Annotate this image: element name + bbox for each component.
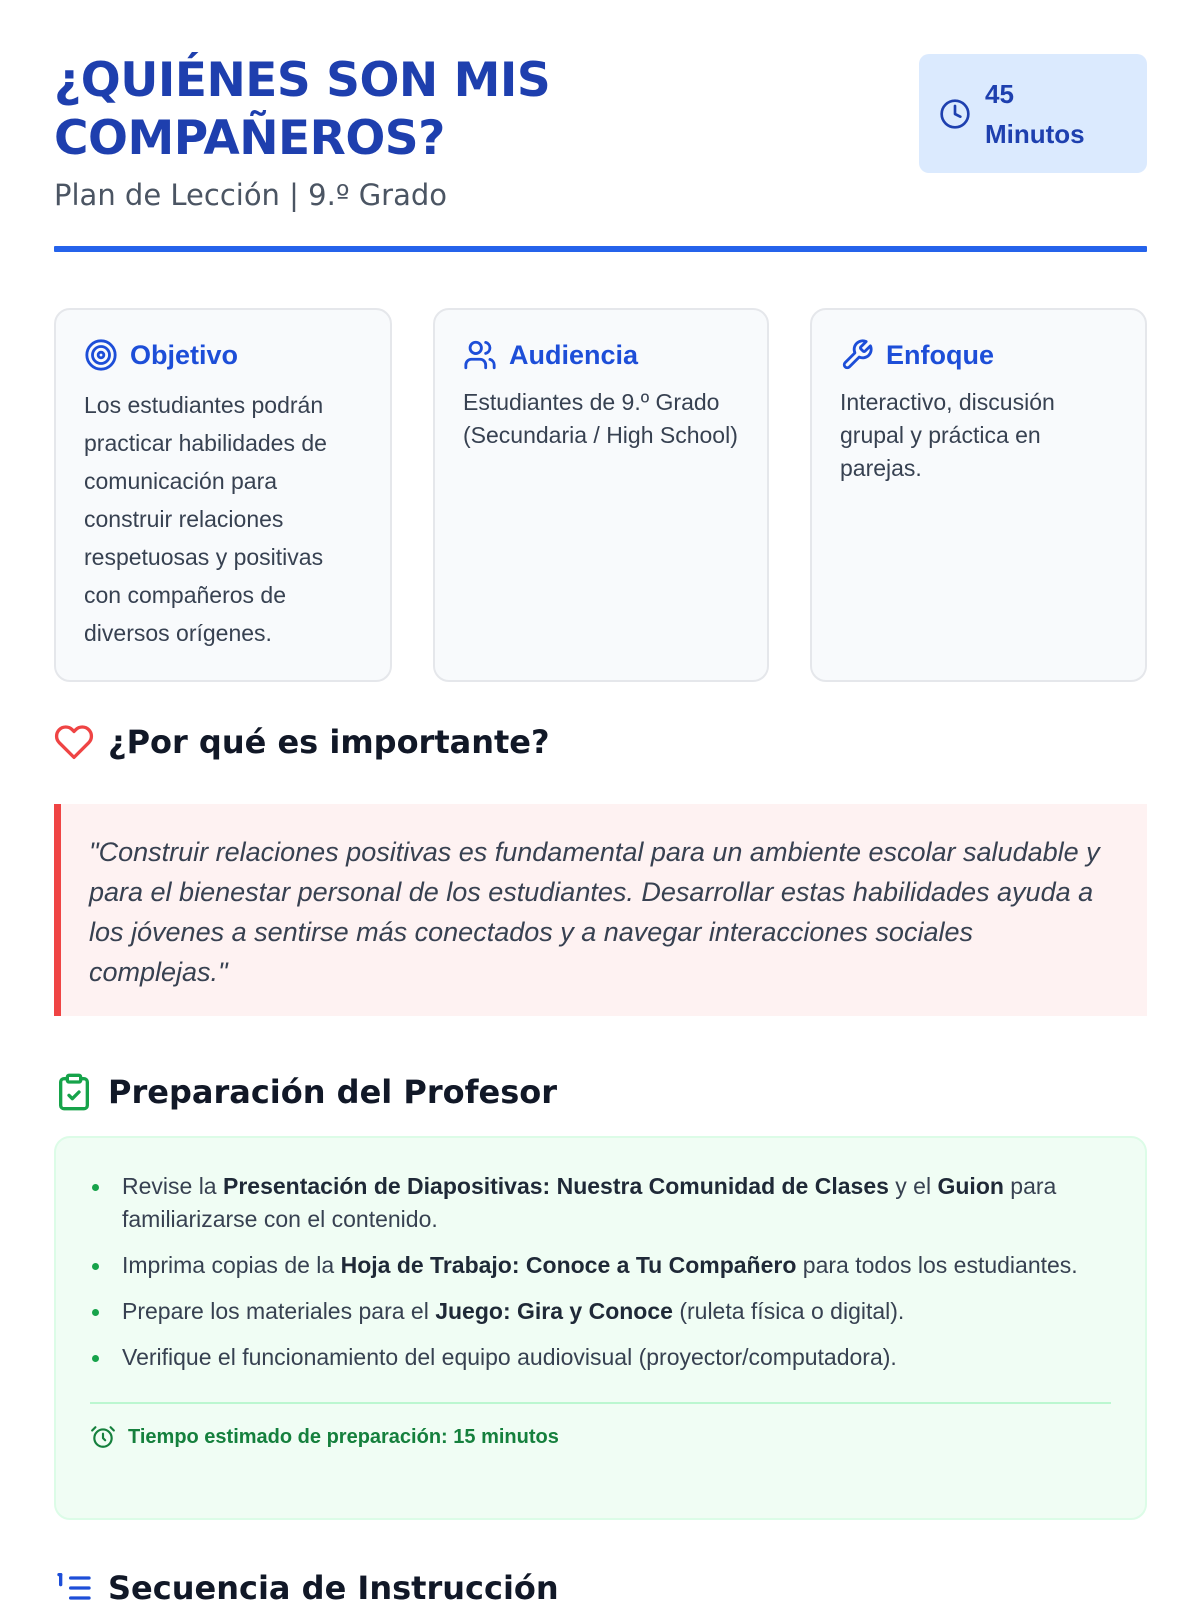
prep-divider [90, 1402, 1111, 1404]
prep-box [54, 1136, 1147, 1520]
card-text: Interactivo, discusión grupal y práctica en parejas. [840, 389, 1055, 481]
numbered-list-icon [54, 1568, 94, 1608]
card-title: Enfoque [886, 339, 994, 370]
prep-time-text: Tiempo estimado de preparación: 15 minutos [128, 1425, 559, 1448]
section-title: ¿Por qué es importante? [108, 723, 550, 761]
page-title: ¿QUIÉNES SON MIS COMPAÑEROS? [54, 53, 551, 166]
header-divider [54, 246, 1147, 252]
prep-time-note [90, 1424, 1111, 1450]
alarm-clock-icon [90, 1424, 116, 1450]
heart-icon [54, 722, 94, 762]
page-subtitle: Plan de Lección | 9.º Grado [54, 178, 448, 212]
duration-unit: Minutos [985, 118, 1085, 149]
importance-quote [54, 804, 1147, 1016]
section-title: Preparación del Profesor [108, 1073, 558, 1111]
prep-heading [54, 1072, 557, 1112]
target-icon [84, 338, 118, 372]
card-title: Objetivo [130, 339, 239, 370]
prep-list [90, 1170, 1111, 1374]
section-title: Secuencia de Instrucción [108, 1569, 559, 1607]
card-objetivo [54, 308, 392, 682]
sequence-heading [54, 1568, 559, 1608]
lesson-plan-page [54, 0, 1147, 1607]
header [54, 0, 1147, 254]
list-item: Verifique el funcionamiento del equipo audiovisual (proyector/computadora). [90, 1341, 1111, 1374]
card-text: Estudiantes de 9.º Grado (Secundaria / High School) [463, 389, 738, 448]
wrench-icon [840, 338, 874, 372]
card-audiencia [433, 308, 769, 682]
importance-heading [54, 722, 550, 762]
duration-badge [919, 54, 1147, 173]
list-item: Revise la Presentación de Diapositivas: Nuestra Comunidad de Clases y el Guion para familiarizarse con el contenido. [90, 1170, 1111, 1236]
card-text: Los estudiantes podrán practicar habilidades de comunicación para construir relaciones respetuosas y positivas con compañeros de diversos orígenes. [84, 392, 327, 646]
users-icon [463, 338, 497, 372]
card-title: Audiencia [509, 339, 639, 370]
clipboard-check-icon [54, 1072, 94, 1112]
quote-text: "Construir relaciones positivas es fundamental para un ambiente escolar saludable y para el bienestar personal de los estudiantes. Desarrollar estas habilidades ayuda a los jóvenes a sentirse más conectados y a navegar interacciones sociales complejas." [89, 837, 1100, 987]
list-item: Prepare los materiales para el Juego: Gira y Conoce (ruleta física o digital). [90, 1295, 1111, 1328]
clock-icon [939, 98, 971, 130]
list-item: Imprima copias de la Hoja de Trabajo: Conoce a Tu Compañero para todos los estudiantes. [90, 1249, 1111, 1282]
info-cards [54, 308, 1147, 682]
card-enfoque [810, 308, 1147, 682]
duration-number: 45 [985, 78, 1014, 109]
